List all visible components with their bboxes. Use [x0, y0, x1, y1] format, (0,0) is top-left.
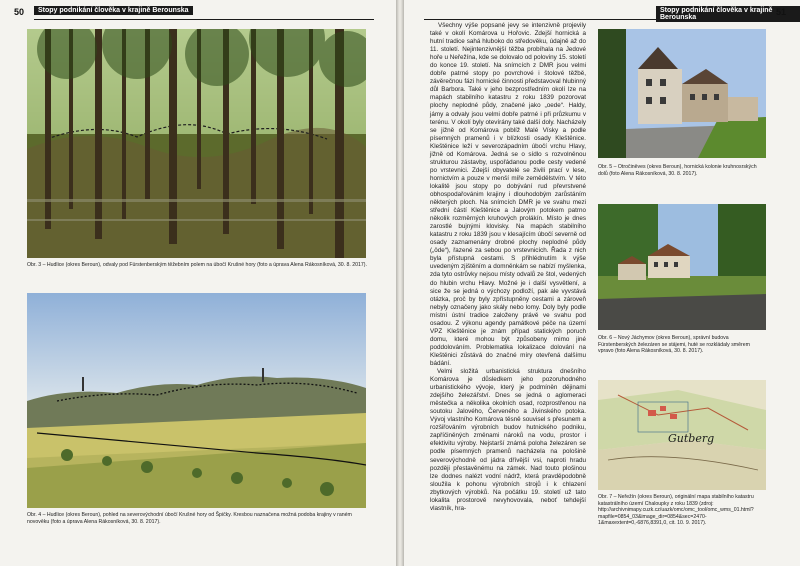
- paragraph-1: Všechny výše popsané jevy se intenzivně projevily také v okolí Komárova u Hořovic. Zdejší hornická a hutní tradice sahá hluboko do středověku, údajně až do 11. století. Nejintenzivnější těžba probíhala na Jedové hoře u Neřežína, kde se dolovalo od poloviny 15. století do konce 19. století. Na snímcích z DMR jsou velmi dobře patrné stopy po povrchové i štolové těžbě, závěrečnou fázi hornické činnosti představoval hlubinný důl Barbora. Také v jeho bezprostředním okolí lze na mapách stabilního katastru z roku 1839 pozorovat plochy neplodné půdy, značené jako „oede“. Haldy, jámy a odvaly jsou velmi dobře patrné i při průzkumu v terénu. V okolí byly otevírány také další doly. Nacházely se jižně od Komárova poblíž Malé Vísky a podle písemných pramenů i v blízkosti osady Kleštěnice. Kleštěnice leží v severozápadním úbočí vrchu Hlavy, jižně od Komárova. Jedná se o sídlo s rozvolněnou strukturou zástavby, uspořádanou podle cesty vedené po vrstevnici. Zdejší obyvatelé se živili prací v lese, hornictvím a pouze v menší míře zemědělstvím. V této lokalitě jsou stopy po dobývání rud převrstvené obhospodařovánim krajiny i dlouhodobým zarůstáním některých ploch. Na snímcích DMR je ve svahu mezi střední částí Kleštěnice a Jalovým potokem patrno několik rozměrných kruhových prolákín. Místo je dnes zarostlé bujnými klovisky. Na mapách stabilního katastru z roku 1839 jsou v klesajícím úbočí severně od osady zaznamenány drobné plochy neplodné půdy („öde“), řazené za sebou po vrstevnicích. Řada z nich byla přístupná cestami. S přihlédnutím k výše uvedeným zjištěním a domněnkám se nabízí myšlenka, zda tyto ostrůvky nejsou místy odvalů ze štol, vedených do hlubin vrchu Hlavy. Možné je i další vysvětlení, a sice že se jedná o výchozy podloží, pak ale vyvstává otázka, proč by byly zpřístupněny cestami a zároveň nebyly označeny jako skály nebo lomy. Doly byly podle místní ústní tradice založeny právě ve svahu pod osadou. Z výkonu agendy památkové péče na území VPZ Kleštěnice je znám případ statických poruch domu, které mohou být způsobeny mimo jiné poddolováním. Problematika lokalizace dolování na Kleštěnici zůstává do značné míry otevřená dalšímu bádání.: [430, 22, 586, 367]
- fig6-photo: [598, 204, 766, 330]
- book-gutter: [396, 0, 404, 566]
- right-header: [404, 6, 800, 20]
- fig5-caption: Obr. 5 – Otročiněves (okres Beroun), hornická kolonie kruhnosrských dolů (foto Alena Rákosníková, 30. 8. 2017).: [598, 164, 757, 177]
- fig6-building-image: [598, 204, 766, 330]
- fig7-caption: Obr. 7 – Neřežín (okres Beroun), originální mapa stabilního katastru katastrálního území Chaloupky z roku 1839 (zdroj: http://archivnimapy.cuzk.cz/uazk/omc/omc_tool/omc_wms_01.html?mapfile=0854_03&image_dir=0854&sec=2470-1&maxextent=0,-6876,8391,0, cit. 10. 9. 2017).: [598, 494, 754, 527]
- fig7-map: [598, 380, 766, 490]
- fig7-map-label: Gutberg: [668, 432, 715, 445]
- running-title-right: Stopy podnikání člověka v krajině Berounska: [656, 6, 800, 22]
- fig5-photo: [598, 29, 766, 158]
- article-text: [430, 22, 586, 513]
- fig3-photo: [27, 29, 366, 258]
- fig4-caption: Obr. 4 – Hudlice (okres Beroun), pohled na severovýchodní úbočí Krušné hory od Špičky. Kresbou naznačena možná podoba krajiny v raném novověku (foto a úprava Alena Rákosníková, 30. 8. 2017).: [27, 512, 352, 525]
- running-title-left: Stopy podnikání člověka v krajině Berounska: [34, 6, 193, 15]
- fig3-forest-image: [27, 29, 366, 258]
- left-page-number: 50: [14, 7, 25, 17]
- left-header: [0, 6, 396, 20]
- paragraph-2: Velmi složitá urbanistická struktura dnešního Komárova je důsledkem jeho pozoruhodného urbanistického vývoje, který je podmíněn dějinami zdejšího železářství. Dnes se jedná o aglomeraci městečka a několika okolních osad, rozprostřenou na soutoku Jalového, Červeného a Jivinského potoka. Vývoj vlastního Komárova těsně souvisel s přesunem a rozšiřováním výrobních budov hutnického podniku, zapříčiněných změnami nároků na vodu, prostor i efektivitu výroby. Nejstarší známá poloha železáren se podle písemných pramenů nacházela na pološině severovýchodně od jádra dřívější vsi, naproti hradu později přestavěnému na zámek. Nad touto plošinou lze dodnes nalézt vodní nádrž, která pravděpodobně sloužila k pohonu výrobních strojů i k chlazení zbytkových výrobků. Na počátku 19. století už tato lokalita prostorově nevyhovovala, neboť tehdejší vlastník, hra-: [430, 368, 586, 512]
- left-page: [0, 0, 396, 566]
- right-page-number: 51: [776, 7, 787, 17]
- fig6-caption: Obr. 6 – Nový Jáchymov (okres Beroun), správní budova Fürstenberských železáren se stájemi, huté se rozkládaly směrem vpravo (foto Alena Rákosníková, 30. 8. 2017).: [598, 335, 750, 355]
- fig3-caption: Obr. 3 – Hudlice (okres Beroun), odvaly pod Fürstenberským těžebním polem na úbočí Krušné hory (foto a úprava Alena Rákosníková, 30. 8. 2017).: [27, 262, 367, 268]
- header-rule: [34, 19, 374, 20]
- fig4-landscape-image: [27, 293, 366, 508]
- fig5-street-image: [598, 29, 766, 158]
- fig4-photo: [27, 293, 366, 508]
